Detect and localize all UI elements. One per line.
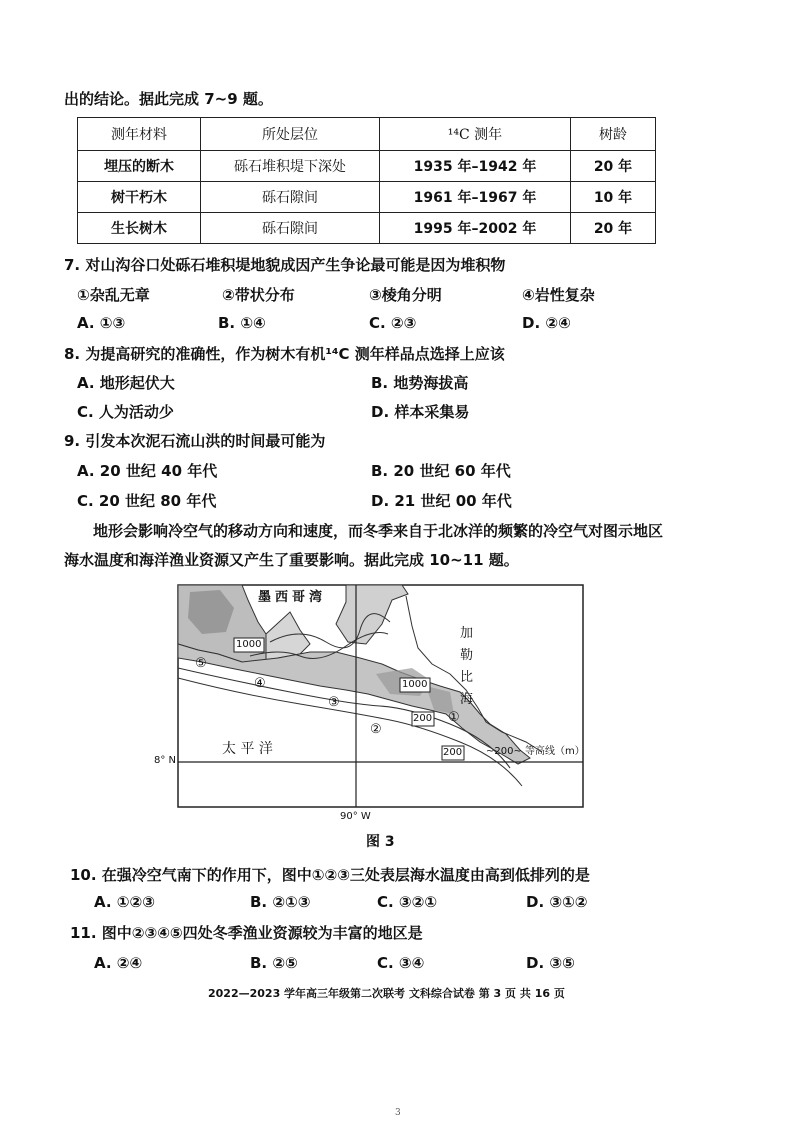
q11-option-c: C. ③④ xyxy=(377,954,425,972)
contour-label-200-a: 200 xyxy=(413,713,433,724)
question-8-stem: 8. 为提高研究的准确性，作为树木有机¹⁴C 测年样品点选择上应该 xyxy=(64,345,505,363)
table-cell: 树干朽木 xyxy=(78,182,201,213)
question-10-stem: 10. 在强冷空气南下的作用下，图中①②③三处表层海水温度由高到低排列的是 xyxy=(70,866,590,884)
point-4: ④ xyxy=(254,676,266,691)
passage-line-2: 海水温度和海洋渔业资源又产生了重要影响。据此完成 10~11 题。 xyxy=(64,551,519,569)
point-5: ⑤ xyxy=(195,656,207,671)
central-america-map xyxy=(150,582,600,830)
contour-legend: ~200~ 等高线（m） xyxy=(486,746,585,757)
q9-option-a: A. 20 世纪 40 年代 xyxy=(77,462,218,480)
q10-option-a: A. ①②③ xyxy=(94,893,155,911)
table-row xyxy=(78,182,656,213)
q7-option-c: C. ②③ xyxy=(369,314,417,332)
q11-option-d: D. ③⑤ xyxy=(526,954,575,972)
label-caribbean-4: 海 xyxy=(460,692,474,707)
question-7-stem: 7. 对山沟谷口处砾石堆积堤地貌成因产生争论最可能是因为堆积物 xyxy=(64,256,506,274)
q7-option-b: B. ①④ xyxy=(218,314,266,332)
q7-item-4: ④岩性复杂 xyxy=(522,286,595,304)
table-cell: 砾石堆积堤下深处 xyxy=(201,151,380,182)
q9-option-c: C. 20 世纪 80 年代 xyxy=(77,492,217,510)
q9-option-d: D. 21 世纪 00 年代 xyxy=(371,492,512,510)
table-cell: 10 年 xyxy=(571,182,656,213)
q10-option-b: B. ②①③ xyxy=(250,893,311,911)
table-header: 所处层位 xyxy=(201,118,380,151)
label-90w: 90° W xyxy=(340,811,371,822)
page-footer: 2022—2023 学年高三年级第二次联考 文科综合试卷 第 3 页 共 16 页 xyxy=(208,987,565,1000)
table-row xyxy=(78,151,656,182)
q11-option-a: A. ②④ xyxy=(94,954,143,972)
point-3: ③ xyxy=(328,695,340,710)
q11-option-b: B. ②⑤ xyxy=(250,954,298,972)
table-cell: 1961 年–1967 年 xyxy=(380,182,571,213)
table-cell: 20 年 xyxy=(571,213,656,244)
label-8n: 8° N xyxy=(154,755,177,766)
page-number: 3 xyxy=(395,1108,401,1118)
table-cell: 砾石隙间 xyxy=(201,213,380,244)
table-cell: 生长树木 xyxy=(78,213,201,244)
q9-option-b: B. 20 世纪 60 年代 xyxy=(371,462,511,480)
q7-item-1: ①杂乱无章 xyxy=(77,286,150,304)
table-row xyxy=(78,213,656,244)
table-cell: 砾石隙间 xyxy=(201,182,380,213)
q7-item-3: ③棱角分明 xyxy=(369,286,442,304)
q7-option-d: D. ②④ xyxy=(522,314,571,332)
table-cell: 1995 年–2002 年 xyxy=(380,213,571,244)
contour-label-200-b: 200 xyxy=(443,747,463,758)
point-2: ② xyxy=(370,722,382,737)
table-header: ¹⁴C 测年 xyxy=(380,118,571,151)
label-pacific: 太 平 洋 xyxy=(222,741,273,757)
label-gulf-of-mexico: 墨西哥湾 xyxy=(258,590,327,605)
table-cell: 20 年 xyxy=(571,151,656,182)
table-cell: 1935 年–1942 年 xyxy=(380,151,571,182)
point-1: ① xyxy=(448,710,460,725)
question-11-stem: 11. 图中②③④⑤四处冬季渔业资源较为丰富的地区是 xyxy=(70,924,423,942)
table-cell: 埋压的断木 xyxy=(78,151,201,182)
figure-caption: 图 3 xyxy=(366,834,395,850)
table-header: 树龄 xyxy=(571,118,656,151)
q8-option-a: A. 地形起伏大 xyxy=(77,374,175,392)
table-header: 测年材料 xyxy=(78,118,201,151)
contour-label-1000-west: 1000 xyxy=(236,639,262,650)
dating-table xyxy=(77,117,656,244)
q10-option-d: D. ③①② xyxy=(526,893,588,911)
table-header-row xyxy=(78,118,656,151)
label-caribbean-1: 加 xyxy=(460,626,474,641)
q7-item-2: ②带状分布 xyxy=(222,286,295,304)
q8-option-c: C. 人为活动少 xyxy=(77,403,174,421)
map-figure xyxy=(150,582,600,830)
q10-option-c: C. ③②① xyxy=(377,893,438,911)
intro-line: 出的结论。据此完成 7~9 题。 xyxy=(64,90,273,108)
q8-option-b: B. 地势海拔高 xyxy=(371,374,469,392)
q8-option-d: D. 样本采集易 xyxy=(371,403,470,421)
label-caribbean-2: 勒 xyxy=(460,648,474,663)
label-caribbean-3: 比 xyxy=(460,670,474,685)
passage-line-1: 地形会影响冷空气的移动方向和速度，而冬季来自于北冰洋的频繁的冷空气对图示地区 xyxy=(93,522,664,540)
contour-label-1000-east: 1000 xyxy=(402,679,428,690)
q7-option-a: A. ①③ xyxy=(77,314,126,332)
question-9-stem: 9. 引发本次泥石流山洪的时间最可能为 xyxy=(64,432,326,450)
